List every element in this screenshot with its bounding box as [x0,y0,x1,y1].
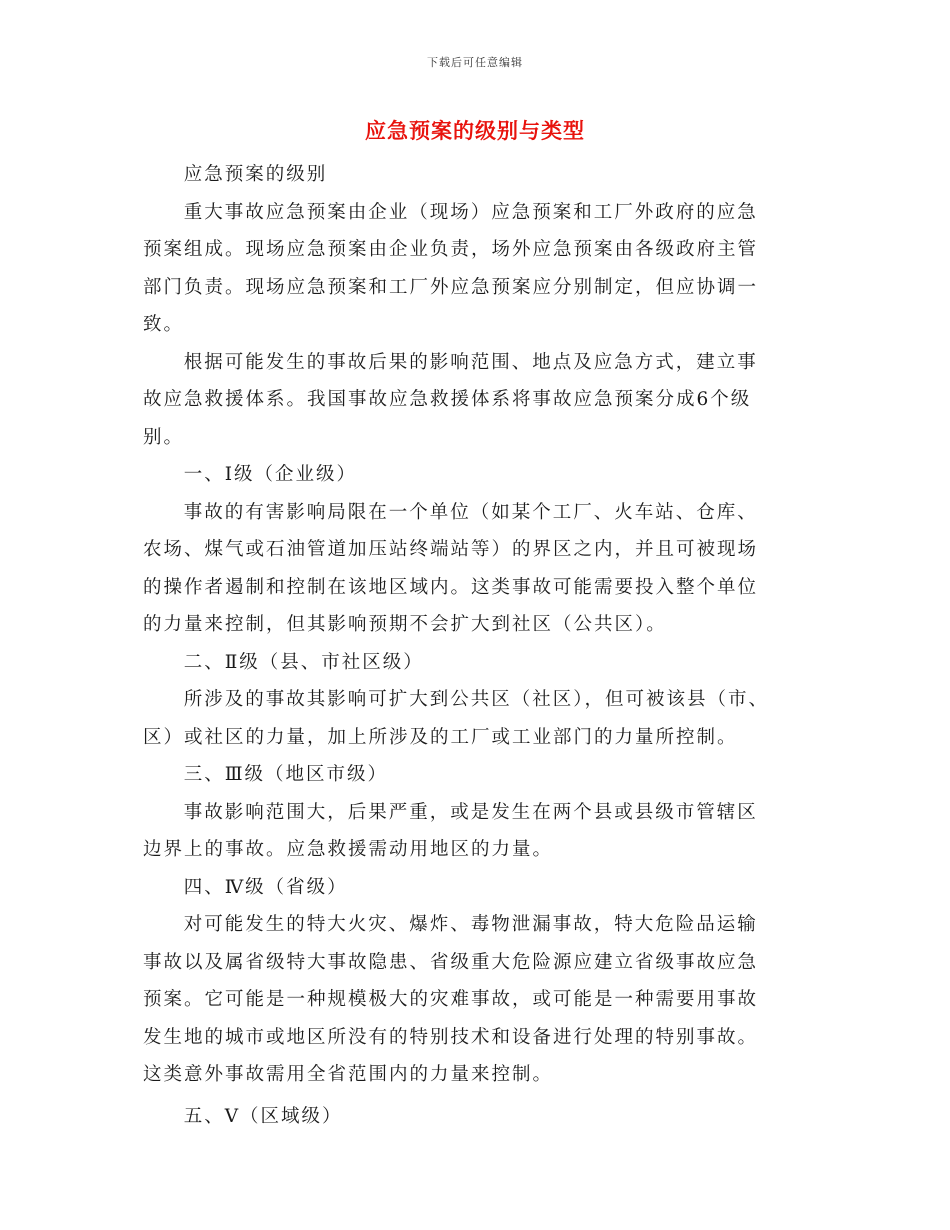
body-paragraph [143,344,803,457]
body-paragraph [143,681,803,756]
document-body [143,156,803,1135]
body-paragraph [143,794,803,869]
text-line: 事故的有害影响局限在一个单位（如某个工厂、火车站、仓库、 [183,501,758,523]
text-line: 所涉及的事故其影响可扩大到公共区（社区），但可被该县（市、 [183,689,769,710]
text-line: 根据可能发生的事故后果的影响范围、地点及应急方式，建立事 [183,351,758,373]
document-title: 应急预案的级别与类型 [365,119,585,143]
body-paragraph [143,906,803,1094]
text-line: 一、Ⅰ级（企业级） [183,464,357,485]
text-line: 这类意外事故需用全省范围内的力量来控制。 [143,1064,554,1085]
text-line: 部门负责。现场应急预案和工厂外应急预案应分别制定，但应协调一 [143,276,759,298]
text-line: 二、Ⅱ级（县、市社区级） [183,651,424,673]
header-note: 下载后可任意编辑 [427,56,523,69]
text-line: 四、Ⅳ级（省级） [183,876,348,898]
text-line: 发生地的城市或地区所没有的特别技术和设备进行处理的特别事故。 [143,1026,759,1048]
text-line: 应急预案的级别 [183,164,328,185]
body-paragraph [143,194,803,344]
text-line: 对可能发生的特大火灾、爆炸、毒物泄漏事故，特大危险品运输 [183,914,758,935]
text-line: 重大事故应急预案由企业（现场）应急预案和工厂外政府的应急 [183,201,758,223]
text-line: 事故以及属省级特大事故隐患、省级重大危险源应建立省级事故应急 [143,951,759,973]
section-heading [143,456,803,494]
text-line: 预案。它可能是一种规模极大的灾难事故，或可能是一种需要用事故 [143,989,759,1010]
text-line: 别。 [143,426,185,448]
section-heading [143,756,803,794]
body-paragraph [143,494,803,644]
text-line: 边界上的事故。应急救援需动用地区的力量。 [143,839,554,860]
text-line: 农场、煤气或石油管道加压站终端站等）的界区之内，并且可被现场 [143,539,759,560]
text-line: 故应急救援体系。我国事故应急救援体系将事故应急预案分成6个级 [143,389,752,410]
text-line: 五、Ⅴ（区域级） [183,1105,343,1127]
section-heading [143,156,803,194]
text-line: 事故影响范围大，后果严重，或是发生在两个县或县级市管辖区 [183,801,758,823]
section-heading [143,1098,803,1136]
text-line: 预案组成。现场应急预案由企业负责，场外应急预案由各级政府主管 [143,239,759,260]
text-line: 区）或社区的力量，加上所涉及的工厂或工业部门的力量所控制。 [143,726,738,748]
section-heading [143,644,803,682]
section-heading [143,869,803,907]
text-line: 的操作者遏制和控制在该地区域内。这类事故可能需要投入整个单位 [143,576,759,598]
text-line: 的力量来控制，但其影响预期不会扩大到社区（公共区）。 [143,614,667,635]
text-line: 致。 [143,314,185,335]
text-line: 三、Ⅲ级（地区市级） [183,764,389,785]
